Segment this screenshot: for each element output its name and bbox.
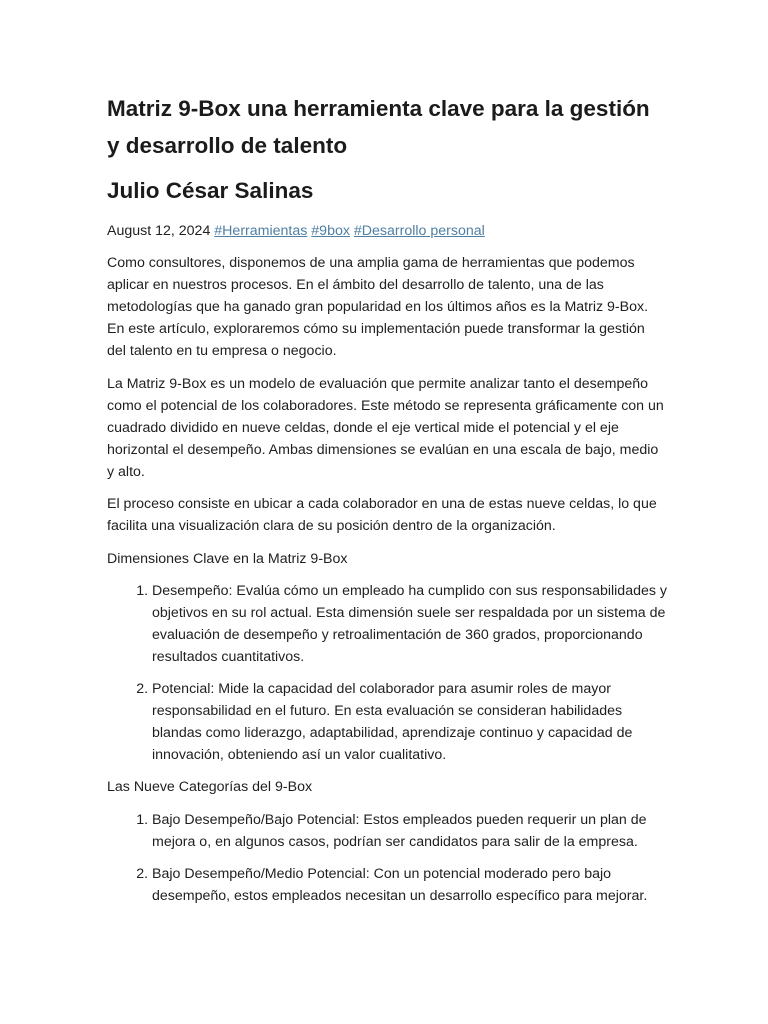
tag-link-desarrollo-personal[interactable]: #Desarrollo personal xyxy=(353,223,485,239)
dimensions-list xyxy=(107,580,667,766)
article-meta xyxy=(107,220,667,242)
list-item: 1. Bajo Desempeño/Bajo Potencial: Estos empleados pueden requerir un plan de mejora o, en algunos casos, podrían ser candidatos para salir de la empresa. xyxy=(152,809,667,853)
categories-list xyxy=(107,809,667,907)
section-heading-dimensions: Dimensiones Clave en la Matriz 9-Box xyxy=(107,550,348,567)
article-date: August 12, 2024 xyxy=(107,223,211,239)
section-heading-categories: Las Nueve Categorías del 9-Box xyxy=(107,779,313,795)
article-author: Julio César Salinas xyxy=(107,178,314,203)
list-item: 2. Bajo Desempeño/Medio Potencial: Con un potencial moderado pero bajo desempeño, estos empleados necesitan un desarrollo específico para mejorar. xyxy=(152,863,667,907)
tag-link-herramientas[interactable]: #Herramientas xyxy=(214,223,308,239)
paragraph-process: El proceso consiste en ubicar a cada colaborador en una de estas nueve celdas, lo que facilita una visualización clara de su posición dentro de la organización. xyxy=(107,496,657,534)
tag-link-9box[interactable]: #9box xyxy=(311,223,350,239)
paragraph-intro: Como consultores, disponemos de una amplia gama de herramientas que podemos aplicar en nuestros procesos. En el ámbito del desarrollo de talento, una de las metodologías que ha ganado gran popularidad en los últimos años es la Matriz 9-Box. En este artículo, exploraremos cómo su implementación puede transformar la gestión del talento en tu empresa o negocio. xyxy=(107,255,649,359)
list-item: 1. Desempeño: Evalúa cómo un empleado ha cumplido con sus responsabilidades y objetivos en su rol actual. Esta dimensión suele ser respaldada por un sistema de evaluación de desempeño y retroalimentación de 360 grados, proporcionando resultados cuantitativos. xyxy=(152,580,667,668)
article-title: Matriz 9-Box una herramienta clave para la gestión y desarrollo de talento xyxy=(107,96,650,158)
article xyxy=(107,90,667,917)
list-item: 2. Potencial: Mide la capacidad del colaborador para asumir roles de mayor responsabilidad en el futuro. En esta evaluación se consideran habilidades blandas como liderazgo, adaptabilidad, aprendizaje continuo y capacidad de innovación, obteniendo así un valor cualitativo. xyxy=(152,678,667,766)
paragraph-definition: La Matriz 9-Box es un modelo de evaluación que permite analizar tanto el desempeño como el potencial de los colaboradores. Este método se representa gráficamente con un cuadrado dividido en nueve celdas, donde el eje vertical mide el potencial y el eje horizontal el desempeño. Ambas dimensiones se evalúan en una escala de bajo, medio y alto. xyxy=(107,375,664,480)
